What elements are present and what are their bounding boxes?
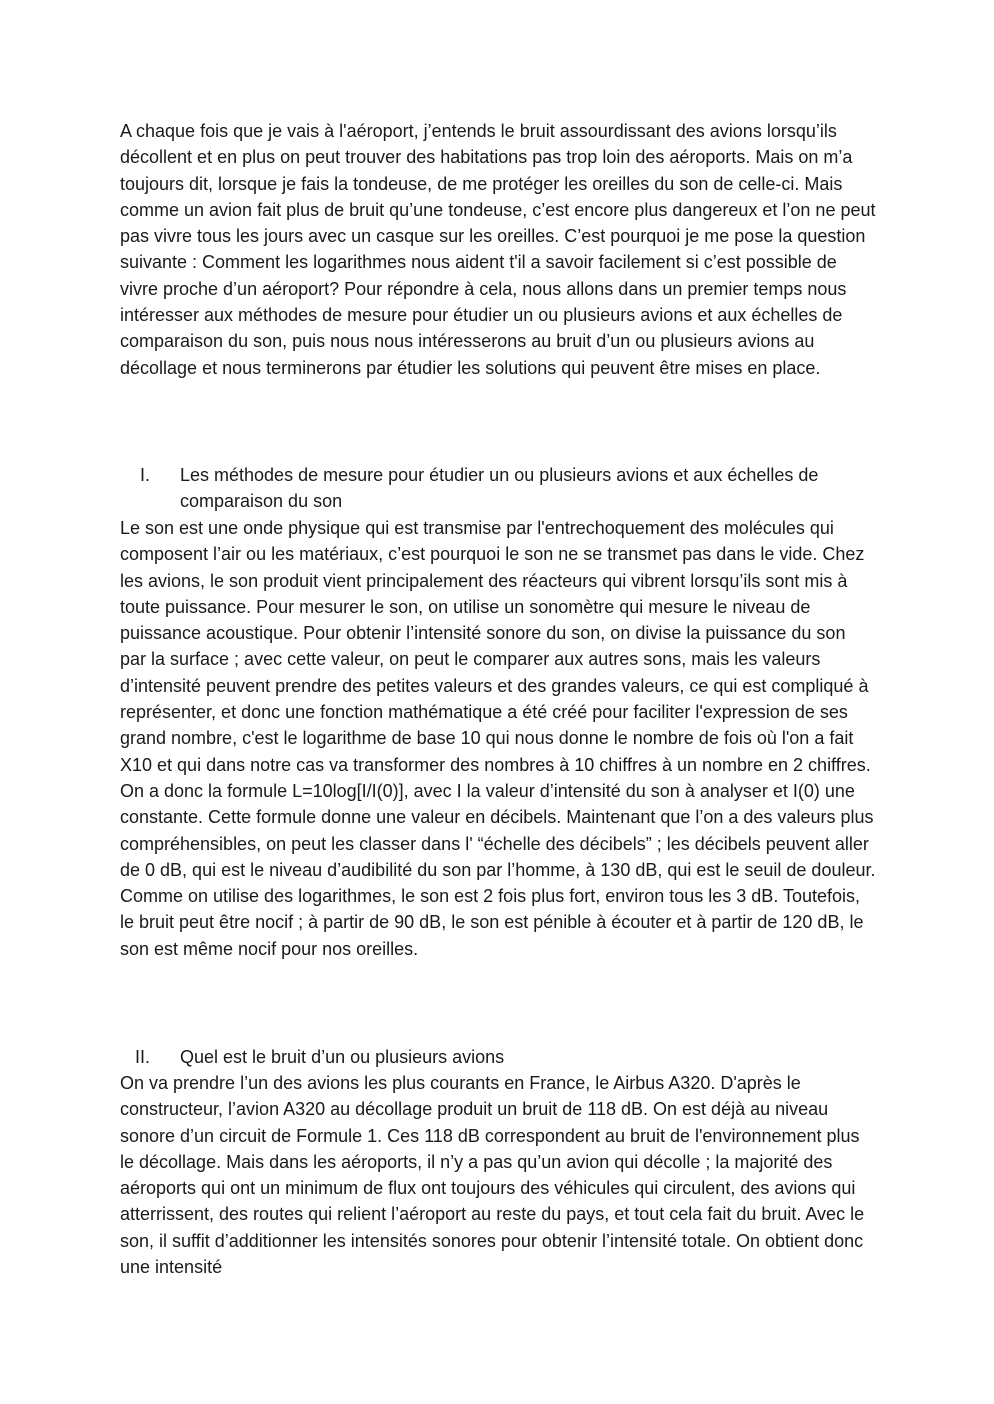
section-heading-1 bbox=[120, 462, 876, 515]
section-heading-2 bbox=[120, 1044, 876, 1070]
section-body-1: Le son est une onde physique qui est transmise par l'entrechoquement des molécules qui composent l’air ou les matériaux, c’est pourquoi le son ne se transmet pas dans le vide. Chez les avions, le son produit vient principalement des réacteurs qui vibrent lorsqu’ils sont mis à toute puissance. Pour mesurer le son, on utilise un sonomètre qui mesure le niveau de puissance acoustique. Pour obtenir l’intensité sonore du son, on divise la puissance du son par la surface ; avec cette valeur, on peut le comparer aux autres sons, mais les valeurs d’intensité peuvent prendre des petites valeurs et des grandes valeurs, ce qui est compliqué à représenter, et donc une fonction mathématique a été créé pour faciliter l'expression de ses grand nombre, c'est le logarithme de base 10 qui nous donne le nombre de fois où l'on a fait X10 et qui dans notre cas va transformer des nombres à 10 chiffres à un nombre en 2 chiffres. On a donc la formule L=10log[I/I(0)], avec I la valeur d’intensité du son à analyser et I(0) une constante. Cette formule donne une valeur en décibels. Maintenant que l’on a des valeurs plus compréhensibles, on peut les classer dans l' “échelle des décibels” ; les décibels peuvent aller de 0 dB, qui est le niveau d’audibilité du son par l’homme, à 130 dB, qui est le seuil de douleur. Comme on utilise des logarithmes, le son est 2 fois plus fort, environ tous les 3 dB. Toutefois, le bruit peut être nocif ; à partir de 90 dB, le son est pénible à écouter et à partir de 120 dB, le son est même nocif pour nos oreilles. bbox=[120, 518, 876, 959]
section-title-1: Les méthodes de mesure pour étudier un ou plusieurs avions et aux échelles de comparaison du son bbox=[180, 465, 819, 512]
section-number-2: II. bbox=[134, 1047, 150, 1067]
section-title-2: Quel est le bruit d’un ou plusieurs avions bbox=[180, 1047, 505, 1067]
section-body-2: On va prendre l’un des avions les plus courants en France, le Airbus A320. D'après le constructeur, l’avion A320 au décollage produit un bruit de 118 dB. On est déjà au niveau sonore d’un circuit de Formule 1. Ces 118 dB correspondent au bruit de l'environnement plus le décollage. Mais dans les aéroports, il n’y a pas qu’un avion qui décolle ; la majorité des aéroports qui ont un minimum de flux ont toujours des véhicules qui circulent, des avions qui atterrissent, des routes qui relient l’aéroport au reste du pays, et tout cela fait du bruit. Avec le son, il suffit d’additionner les intensités sonores pour obtenir l’intensité totale. On obtient donc une intensité bbox=[120, 1073, 865, 1278]
intro-paragraph: A chaque fois que je vais à l'aéroport, j’entends le bruit assourdissant des avions lorsqu’ils décollent et en plus on peut trouver des habitations pas trop loin des aéroports. Mais on m’a toujours dit, lorsque je fais la tondeuse, de me protéger les oreilles du son de celle-ci. Mais comme un avion fait plus de bruit qu’une tondeuse, c’est encore plus dangereux et l’on ne peut pas vivre tous les jours avec un casque sur les oreilles. C’est pourquoi je me pose la question suivante : Comment les logarithmes nous aident t'il a savoir facilement si c’est possible de vivre proche d’un aéroport? Pour répondre à cela, nous allons dans un premier temps nous intéresser aux méthodes de mesure pour étudier un ou plusieurs avions et aux échelles de comparaison du son, puis nous nous intéresserons au bruit d’un ou plusieurs avions au décollage et nous terminerons par étudier les solutions qui peuvent être mises en place. bbox=[120, 121, 876, 378]
section-number-1: I. bbox=[139, 465, 150, 485]
